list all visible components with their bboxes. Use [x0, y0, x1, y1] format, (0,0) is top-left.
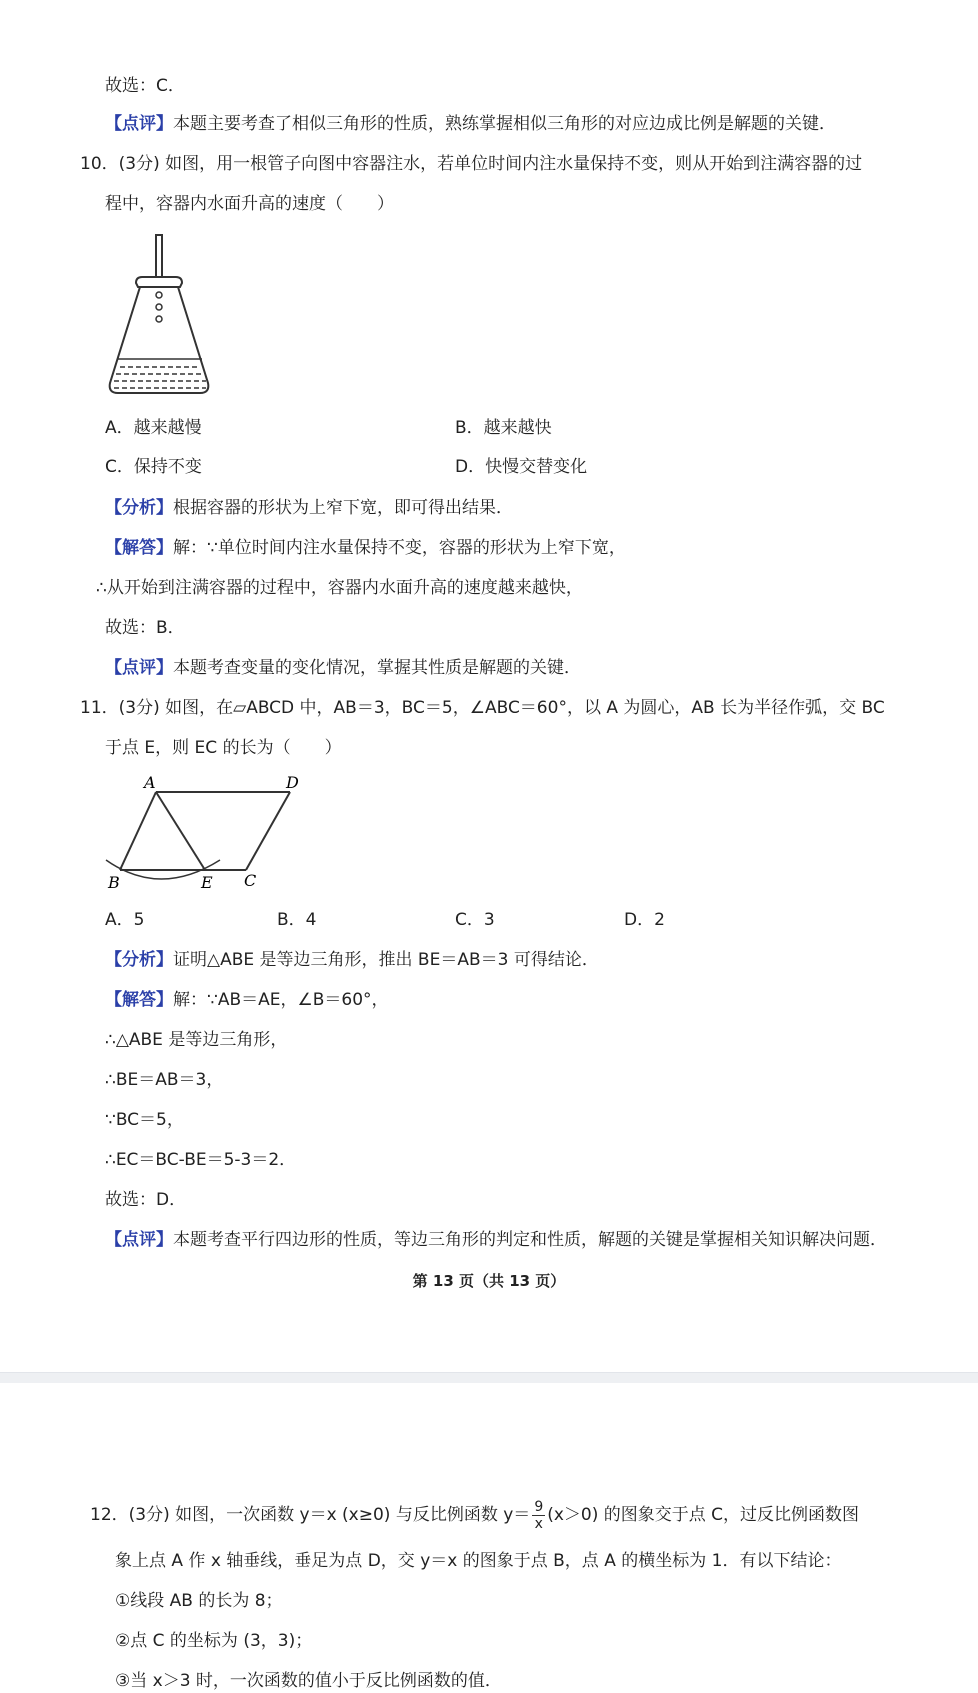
- q12-stem-2: 象上点 A 作 x 轴垂线，垂足为点 D，交 y＝x 的图象于点 B，点 A 的横坐标为 1．有以下结论：: [115, 1551, 842, 1571]
- analysis-tag: 【分析】: [105, 498, 173, 518]
- solution-text: 解：∵AB＝AE，∠B＝60°，: [173, 990, 389, 1010]
- answer-line: 故选：C．: [105, 76, 185, 96]
- q11-option-a: A．5: [105, 910, 145, 930]
- q11-stem-1: 11．(3分) 如图，在▱ABCD 中，AB＝3，BC＝5，∠ABC＝60°，以 A 为圆心，AB 长为半径作弧，交 BC: [80, 698, 885, 718]
- comment-line: [105, 112, 836, 136]
- q11-step-3: ∵BC＝5，: [105, 1110, 184, 1130]
- comment-text: 本题考查平行四边形的性质，等边三角形的判定和性质，解题的关键是掌握相关知识解决问题．: [173, 1230, 887, 1250]
- q10-solution-line-2: ∴从开始到注满容器的过程中，容器内水面升高的速度越来越快，: [96, 578, 583, 598]
- comment-text: 本题考查变量的变化情况，掌握其性质是解题的关键．: [173, 658, 581, 678]
- label-A: A: [144, 774, 156, 792]
- comment-tag: 【点评】: [105, 658, 173, 678]
- analysis-tag: 【分析】: [105, 950, 173, 970]
- q11-analysis: [105, 948, 599, 972]
- page-footer: 第 13 页（共 13 页）: [412, 1272, 566, 1290]
- solution-tag: 【解答】: [105, 538, 173, 558]
- q11-answer: 故选：D．: [105, 1190, 187, 1210]
- q12-stem-post: (x＞0) 的图象交于点 C，过反比例函数图: [547, 1505, 860, 1525]
- q10-option-c: C．保持不变: [105, 457, 202, 477]
- label-D: D: [286, 774, 299, 792]
- q11-step-1: ∴△ABE 是等边三角形，: [105, 1030, 288, 1050]
- q12-stem-pre: 12．(3分) 如图，一次函数 y＝x (x≥0) 与反比例函数 y＝: [90, 1505, 531, 1525]
- fraction: [532, 1499, 545, 1532]
- q10-answer: 故选：B．: [105, 618, 185, 638]
- q10-stem-2: 程中，容器内水面升高的速度（ ）: [105, 194, 394, 214]
- q10-analysis: [105, 496, 513, 520]
- q10-comment: [105, 656, 581, 680]
- q12-conclusion-2: ②点 C 的坐标为 (3，3)；: [115, 1631, 313, 1651]
- comment-tag: 【点评】: [105, 114, 173, 134]
- page-separator: [0, 1372, 978, 1383]
- q11-option-d: D．2: [624, 910, 665, 930]
- q11-comment: [105, 1228, 887, 1252]
- comment-text: 本题主要考查了相似三角形的性质，熟练掌握相似三角形的对应边成比例是解题的关键．: [173, 114, 836, 134]
- parallelogram-figure: [100, 774, 310, 894]
- q10-option-b: B．越来越快: [455, 418, 552, 438]
- q11-step-2: ∴BE＝AB＝3，: [105, 1070, 224, 1090]
- q11-option-b: B．4: [277, 910, 317, 930]
- solution-tag: 【解答】: [105, 990, 173, 1010]
- q11-solution: [105, 988, 389, 1012]
- analysis-text: 根据容器的形状为上窄下宽，即可得出结果．: [173, 498, 513, 518]
- q10-option-d: D．快慢交替变化: [455, 457, 588, 477]
- q11-step-4: ∴EC＝BC-BE＝5-3＝2．: [105, 1150, 297, 1170]
- analysis-text: 证明△ABE 是等边三角形，推出 BE＝AB＝3 可得结论．: [173, 950, 599, 970]
- q12-conclusion-3: ③当 x＞3 时，一次函数的值小于反比例函数的值．: [115, 1671, 502, 1691]
- q11-option-c: C．3: [455, 910, 495, 930]
- q12-conclusion-1: ①线段 AB 的长为 8；: [115, 1591, 283, 1611]
- page-14: [0, 1383, 978, 1689]
- q12-stem-1: [90, 1495, 859, 1535]
- fraction-numerator: 9: [534, 1498, 544, 1515]
- label-C: C: [244, 871, 257, 890]
- solution-text: 解：∵单位时间内注水量保持不变，容器的形状为上窄下宽，: [173, 538, 626, 558]
- label-B: B: [108, 873, 120, 892]
- q10-stem-1: 10．(3分) 如图，用一根管子向图中容器注水，若单位时间内注水量保持不变，则从开始到注满容器的过: [80, 154, 863, 174]
- label-E: E: [201, 873, 213, 892]
- q11-stem-2: 于点 E，则 EC 的长为（ ）: [105, 738, 342, 758]
- q10-solution: [105, 536, 626, 560]
- q10-option-a: A．越来越慢: [105, 418, 202, 438]
- flask-figure: [106, 233, 214, 401]
- fraction-denominator: x: [534, 1515, 543, 1532]
- comment-tag: 【点评】: [105, 1230, 173, 1250]
